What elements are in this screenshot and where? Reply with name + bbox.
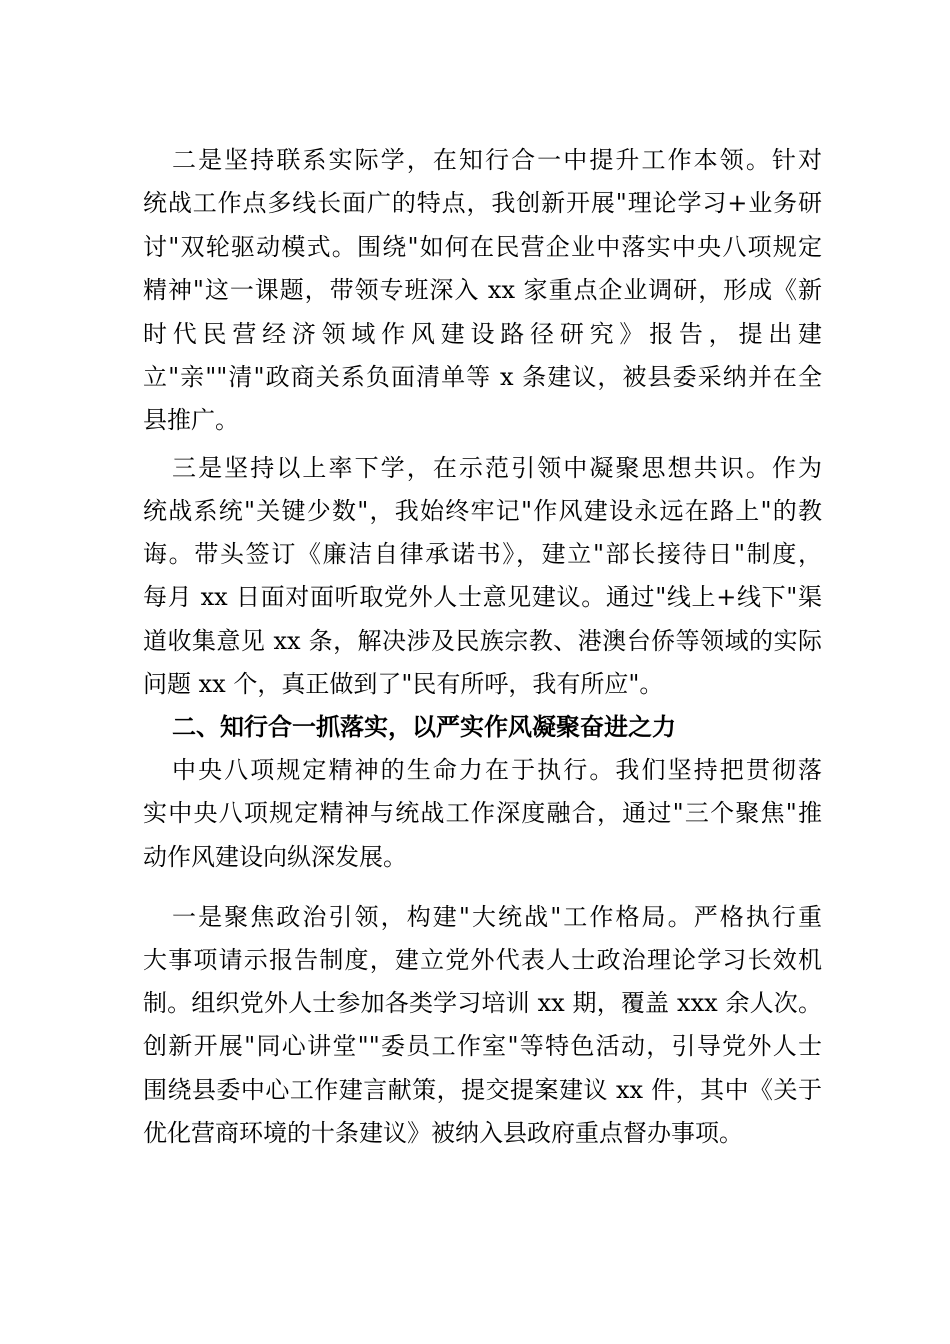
text-line: 统战工作点多线长面广的特点，我创新开展"理论学习+业务研 — [143, 189, 822, 217]
text-line: 围绕县委中心工作建言献策，提交提案建议 xx 件，其中《关于 — [143, 1076, 822, 1104]
text-line: 制。组织党外人士参加各类学习培训 xx 期，覆盖 xxx 余人次。 — [143, 989, 822, 1017]
text-line: 诲。带头签订《廉洁自律承诺书》，建立"部长接待日"制度， — [143, 540, 822, 568]
text-line: 二是坚持联系实际学，在知行合一中提升工作本领。针对 — [172, 146, 822, 174]
text-line: 创新开展"同心讲堂""委员工作室"等特色活动，引导党外人士 — [143, 1032, 822, 1060]
text-line: 实中央八项规定精神与统战工作深度融合，通过"三个聚焦"推 — [143, 799, 822, 827]
text-line: 优化营商环境的十条建议》被纳入县政府重点督办事项。 — [143, 1119, 743, 1147]
text-line: 中央八项规定精神的生命力在于执行。我们坚持把贯彻落 — [172, 756, 822, 784]
text-line: 问题 xx 个，真正做到了"民有所呼，我有所应"。 — [143, 670, 664, 698]
text-line: 一是聚焦政治引领，构建"大统战"工作格局。严格执行重 — [172, 903, 822, 931]
text-line: 时代民营经济领域作风建设路径研究》报告，提出建 — [143, 320, 822, 348]
text-line: 讨"双轮驱动模式。围绕"如何在民营企业中落实中央八项规定 — [143, 233, 822, 261]
text-line: 统战系统"关键少数"，我始终牢记"作风建设永远在路上"的教 — [143, 497, 822, 525]
text-line: 精神"这一课题，带领专班深入 xx 家重点企业调研，形成《新 — [143, 276, 822, 304]
text-line: 大事项请示报告制度，建立党外代表人士政治理论学习长效机 — [143, 946, 822, 974]
text-line: 三是坚持以上率下学，在示范引领中凝聚思想共识。作为 — [172, 454, 822, 482]
text-line: 道收集意见 xx 条，解决涉及民族宗教、港澳台侨等领域的实际 — [143, 627, 822, 655]
text-line: 每月 xx 日面对面听取党外人士意见建议。通过"线上+线下"渠 — [143, 583, 822, 611]
text-line: 动作风建设向纵深发展。 — [143, 843, 407, 871]
text-line: 县推广。 — [143, 406, 239, 434]
section-heading: 二、知行合一抓落实，以严实作风凝聚奋进之力 — [172, 713, 676, 741]
text-line: 立"亲""清"政商关系负面清单等 x 条建议，被县委采纳并在全 — [143, 363, 822, 391]
